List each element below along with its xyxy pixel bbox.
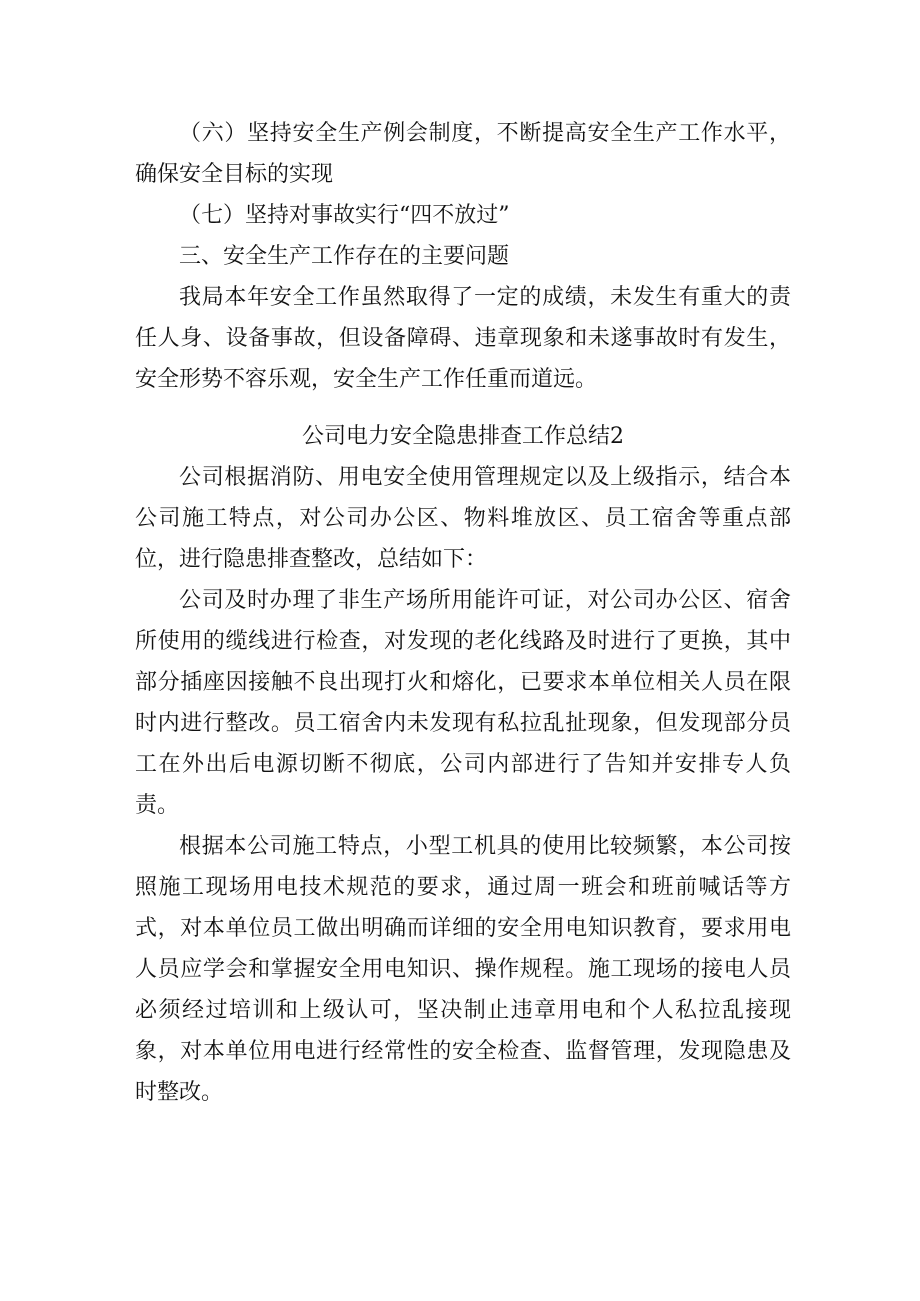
- paragraph-item-seven: （七）坚持对事故实行“四不放过”: [179, 203, 510, 228]
- paragraph-site-electricity: 根据本公司施工特点，小型工机具的使用比较频繁，本公司按照施工现场用电技术规范的要求，通过周一班会和班前喊话等方式，对本单位员工做出明确而详细的安全用电知识教育，要求用电人员应学会和掌握安全用电知识、操作规程。施工现场的接电人员必须经过培训和上级认可，坚决制止违章用电和个人私拉乱接现象，对本单位用电进行经常性的安全检查、监督管理，发现隐患及时整改。: [135, 834, 791, 1105]
- document-body: [135, 113, 791, 1113]
- paragraph-office-inspection: 公司及时办理了非生产场所用能许可证，对公司办公区、宿舍所使用的缆线进行检查，对发现的老化线路及时进行了更换，其中部分插座因接触不良出现打火和熔化，已要求本单位相关人员在限时内进行整改。员工宿舍内未发现有私拉乱扯现象，但发现部分员工在外出后电源切断不彻底，公司内部进行了告知并安排专人负责。: [135, 588, 791, 818]
- paragraph-problems-summary: 我局本年安全工作虽然取得了一定的成绩，未发生有重大的责任人身、设备事故，但设备障碍、违章现象和未遂事故时有发生，安全形势不容乐观，安全生产工作任重而道远。: [135, 285, 791, 392]
- document-title: 公司电力安全隐患排查工作总结2: [302, 424, 624, 449]
- paragraph-intro: 公司根据消防、用电安全使用管理规定以及上级指示，结合本公司施工特点，对公司办公区、物料堆放区、员工宿舍等重点部位，进行隐患排查整改，总结如下：: [135, 465, 791, 572]
- section-heading-problems: 三、安全生产工作存在的主要问题: [179, 244, 510, 269]
- paragraph-item-six: （六）坚持安全生产例会制度，不断提高安全生产工作水平，确保安全目标的实现: [135, 121, 791, 187]
